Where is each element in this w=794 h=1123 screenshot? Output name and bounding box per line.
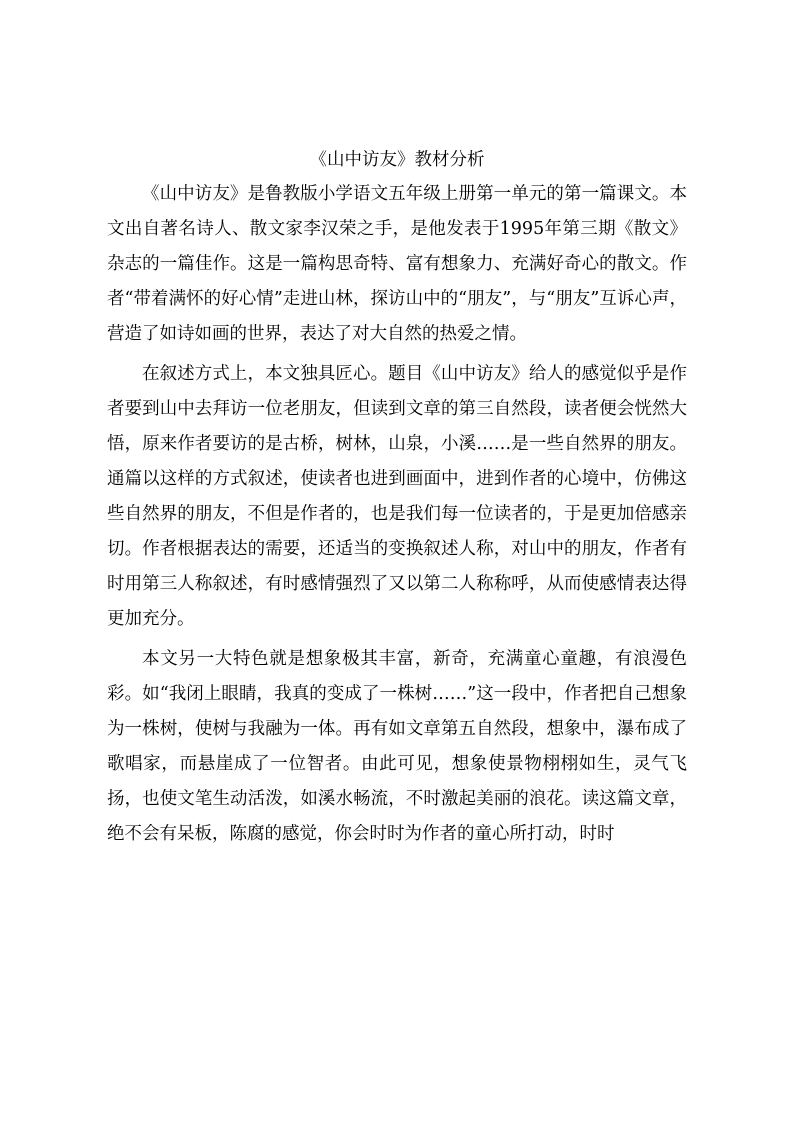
- document-body: [107, 143, 687, 852]
- paragraph-narration: 在叙述方式上，本文独具匠心。题目《山中访友》给人的感觉似乎是作者要到山中去拜访一位老朋友，但读到文章的第三自然段，读者便会恍然大悟，原来作者要访的是古桥，树林，山泉，小溪……是一些自然界的朋友。通篇以这样的方式叙述，使读者也进到画面中，进到作者的心境中，仿佛这些自然界的朋友，不但是作者的，也是我们每一位读者的，于是更加倍感亲切。作者根据表达的需要，还适当的变换叙述人称，对山中的朋友，作者有时用第三人称叙述，有时感情强烈了又以第二人称称呼，从而使感情表达得更加充分。: [107, 364, 687, 629]
- paragraph-intro: 《山中访友》是鲁教版小学语文五年级上册第一单元的第一篇课文。本文出自著名诗人、散文家李汉荣之手，是他发表于1995年第三期《散文》杂志的一篇佳作。这是一篇构思奇特、富有想象力、充满好奇心的散文。作者“带着满怀的好心情”走进山林，探访山中的“朋友”，与“朋友”互诉心声，营造了如诗如画的世界，表达了对大自然的热爱之情。: [107, 184, 687, 344]
- document-title: 《山中访友》教材分析: [309, 150, 485, 170]
- paragraph-imagination: 本文另一大特色就是想象极其丰富，新奇，充满童心童趣，有浪漫色彩。如“我闭上眼睛，我真的变成了一株树……”这一段中，作者把自己想象为一株树，使树与我融为一体。再有如文章第五自然段，想象中，瀑布成了歌唱家，而悬崖成了一位智者。由此可见，想象使景物栩栩如生，灵气飞扬，也使文笔生动活泼，如溪水畅流，不时激起美丽的浪花。读这篇文章，绝不会有呆板，陈腐的感觉，你会时时为作者的童心所打动，时时: [107, 649, 687, 844]
